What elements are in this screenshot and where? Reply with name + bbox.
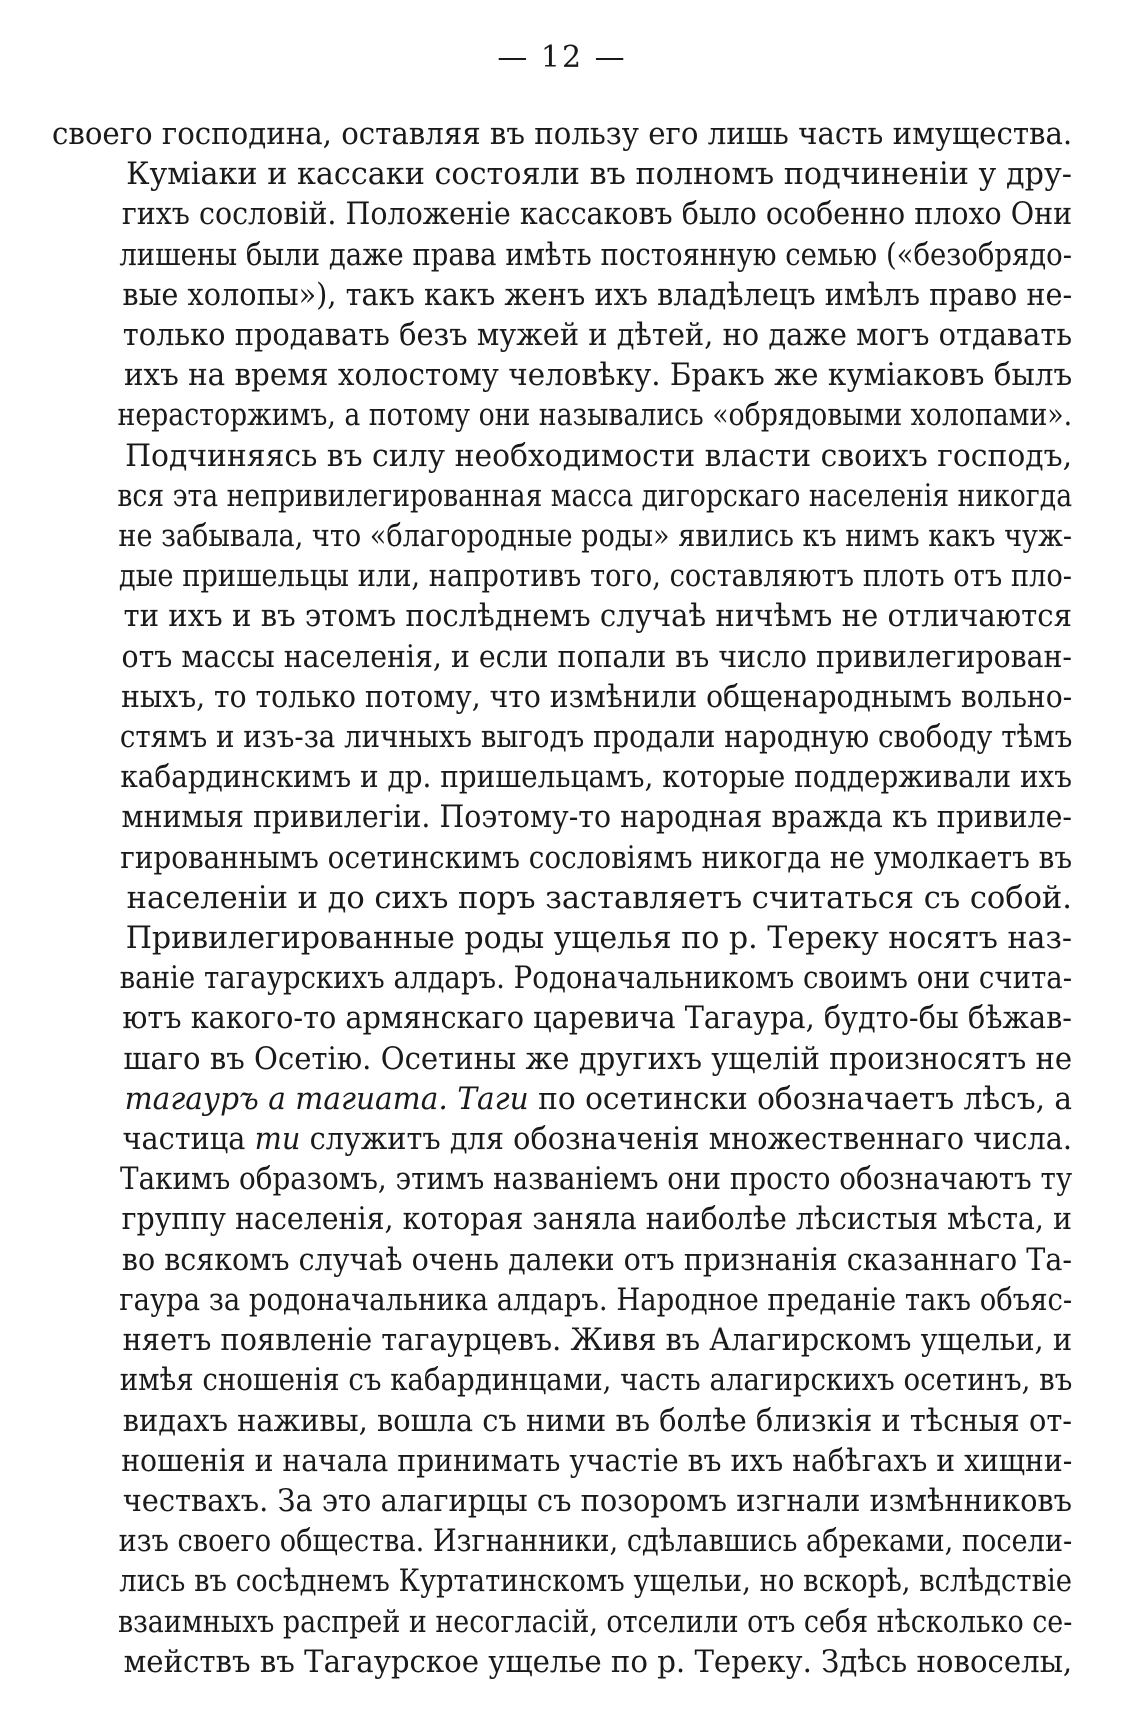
text-line: гаура за родоначальника алдаръ. Народное преданіе такъ объяс- <box>119 1281 1073 1318</box>
text-line: во всякомъ случаѣ очень далеки отъ признанія сказаннаго Та- <box>121 1241 1072 1278</box>
text-line: Куміаки и кассаки состояли въ полномъ подчиненіи у дру- <box>126 156 1072 193</box>
text-line: своего господина, оставляя въ пользу его лишь часть имущества. <box>52 116 1073 152</box>
text-line: ихъ на время холостому человѣку. Бракъ же куміаковъ былъ <box>123 357 1073 394</box>
text-line: ти ихъ и въ этомъ послѣднемъ случаѣ ничѣмъ не отличаются <box>123 598 1073 635</box>
book-page <box>52 40 1072 1682</box>
text-line: мействъ въ Тагаурское ущелье по р. Тереку. Здѣсь новоселы, <box>123 1643 1073 1680</box>
text-line: няетъ появленіе тагаурцевъ. Живя въ Алагирскомъ ущельи, и <box>122 1322 1073 1359</box>
text-line: гированнымъ осетинскимъ сословіямъ никогда не умолкаетъ въ <box>120 839 1073 876</box>
text-line: Подчиняясь въ силу необходимости власти своихъ господъ, <box>125 437 1073 474</box>
text-line: ныхъ, то только потому, что измѣнили общенароднымъ вольно- <box>121 678 1073 715</box>
text-line: лись въ сосѣднемъ Куртатинскомъ ущельи, но вскорѣ, вслѣдствіе <box>119 1563 1072 1600</box>
text-line: изъ своего общества. Изгнанники, сдѣлавшись абреками, посели- <box>118 1523 1073 1560</box>
text-line: нерасторжимъ, а потому они назывались «обрядовыми холопами». <box>117 397 1073 434</box>
text-line: лишены были даже права имѣть постоянную семью («безобрядо- <box>119 236 1073 273</box>
text-line: имѣя сношенія съ кабардинцами, часть алагирскихъ осетинъ, въ <box>119 1362 1073 1399</box>
text-line: ютъ какого-то армянскаго царевича Тагаура, будто-бы бѣжав- <box>122 1000 1072 1037</box>
text-line: гихъ сословій. Положеніе кассаковъ было особенно плохо Они <box>121 196 1073 233</box>
text-line: ношенія и начала принимать участіе въ ихъ набѣгахъ и хищни- <box>121 1442 1073 1479</box>
text-line: взаимныхъ распрей и несогласій, отселили отъ себя нѣсколько се- <box>117 1603 1073 1640</box>
text-line: частица ти служитъ для обозначенія множественнаго числа. <box>122 1121 1073 1158</box>
text-line: вые холопы»), такъ какъ женъ ихъ владѣлецъ имѣлъ право не- <box>122 276 1073 313</box>
paragraph <box>52 918 1072 1682</box>
text-line: отъ массы населенія, и если попали въ число привилегирован- <box>121 638 1073 675</box>
body-text <box>52 114 1072 1682</box>
paragraph <box>52 154 1072 435</box>
italic-term: ти <box>254 1121 301 1158</box>
text-line: дые пришельцы или, напротивъ того, составляютъ плоть отъ пло- <box>118 558 1073 595</box>
page-number: — 12 — <box>497 40 627 75</box>
italic-term: тагауръ а тагиата. Таги <box>124 1080 529 1117</box>
text-line: вся эта непривилегированная масса дигорскаго населенія никогда <box>117 477 1073 514</box>
text-line: шаго въ Осетію. Осетины же другихъ ущелій произносятъ не <box>123 1040 1073 1077</box>
text-line: чествахъ. За это алагирцы съ позоромъ изгнали измѣнниковъ <box>122 1482 1073 1519</box>
paragraph <box>52 114 1072 154</box>
text-line: видахъ наживы, вошла съ ними въ болѣе близкія и тѣсныя от- <box>122 1402 1073 1439</box>
text-line: ваніе тагаурскихъ алдаръ. Родоначальникомъ своимъ они счита- <box>119 960 1073 997</box>
text-line: кабардинскимъ и др. пришельцамъ, которые поддерживали ихъ <box>120 759 1073 796</box>
text-line: только продавать безъ мужей и дѣтей, но даже могъ отдавать <box>122 317 1073 354</box>
text-line: стямъ и изъ-за личныхъ выгодъ продали народную свободу тѣмъ <box>119 719 1073 756</box>
text-line: не забывала, что «благородные роды» явились къ нимъ какъ чуж- <box>118 518 1073 555</box>
text-line: Привилегированные роды ущелья по р. Тереку носятъ наз- <box>125 920 1073 957</box>
paragraph <box>52 436 1072 918</box>
text-line: населеніи и до сихъ поръ заставляетъ считаться съ собой. <box>126 879 1072 916</box>
text-line: тагауръ а тагиата. Таги по осетински обозначаетъ лѣсъ, а <box>124 1080 1073 1117</box>
text-line: группу населенія, которая заняла наиболѣе лѣсистыя мѣста, и <box>121 1201 1072 1238</box>
text-line: Такимъ образомъ, этимъ названіемъ они просто обозначаютъ ту <box>120 1161 1073 1198</box>
text-line: мнимыя привилегіи. Поэтому-то народная вражда къ привиле- <box>121 799 1073 836</box>
